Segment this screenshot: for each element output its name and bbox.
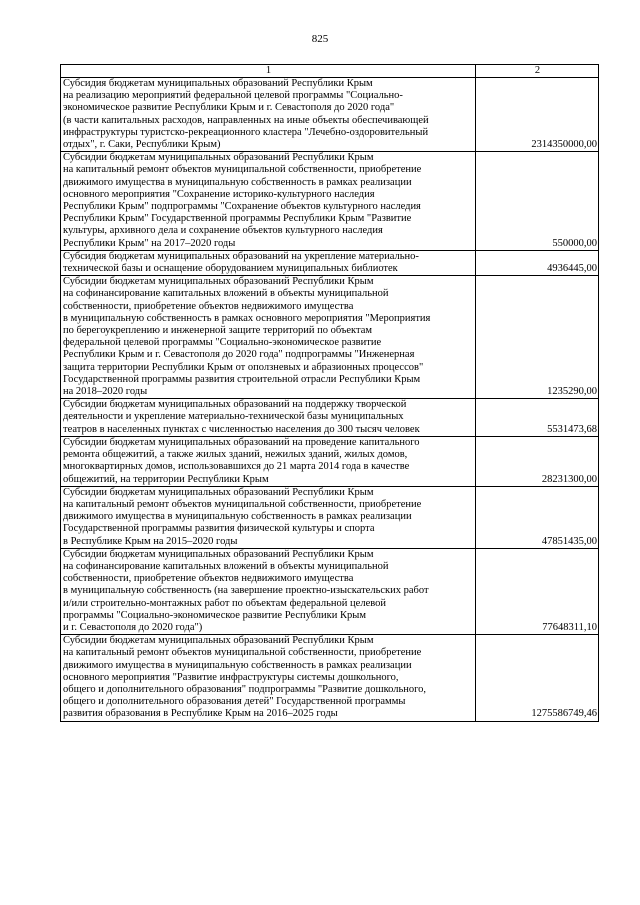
description-line: и/или строительно-монтажных работ по объектам федеральной целевой (63, 597, 386, 609)
table-header-row (61, 65, 599, 78)
description-line: программы "Социально-экономическое развитие Республики Крым (63, 609, 366, 621)
description-line: движимого имущества в муниципальную собственность в рамках реализации (63, 176, 412, 188)
subsidy-amount: 1275586749,46 (476, 635, 599, 721)
description-line: Субсидии бюджетам муниципальных образований Республики Крым (63, 486, 374, 498)
description-line: Субсидии бюджетам муниципальных образований Республики Крым (63, 548, 374, 560)
subsidy-amount: 77648311,10 (476, 548, 599, 634)
subsidy-description (61, 548, 476, 634)
subsidy-amount: 28231300,00 (476, 436, 599, 486)
column-header: 1 (61, 65, 476, 78)
description-line: основного мероприятия "Развитие инфраструктуры системы дошкольного, (63, 671, 399, 683)
description-line: в Республике Крым на 2015–2020 годы (63, 535, 238, 547)
subsidy-description (61, 486, 476, 548)
table-row (61, 486, 599, 548)
description-line: собственности, приобретение объектов недвижимого имущества (63, 573, 354, 585)
description-line: технической базы и оснащение оборудованием муниципальных библиотек (63, 263, 398, 275)
column-header: 2 (476, 65, 599, 78)
description-line: защита территории Республики Крым от оползневых и абразионных процессов" (63, 361, 424, 373)
description-line: Субсидии бюджетам муниципальных образований Республики Крым (63, 276, 374, 288)
table-row (61, 548, 599, 634)
description-line: театров в населенных пунктах с численностью населения до 300 тысяч человек (63, 423, 420, 435)
table-row (61, 250, 599, 275)
description-line: ремонта общежитий, а также жилых зданий, нежилых зданий, жилых домов, (63, 449, 408, 461)
subsidy-amount: 47851435,00 (476, 486, 599, 548)
description-line: инфраструктуры туристско-рекреационного кластера "Лечебно-оздоровительный (63, 126, 429, 138)
description-line: и г. Севастополя до 2020 года") (63, 621, 203, 633)
subsidy-amount: 4936445,00 (476, 250, 599, 275)
description-line: в муниципальную собственность в рамках основного мероприятия "Мероприятия (63, 312, 431, 324)
subsidy-description (61, 78, 476, 152)
description-line: на реализацию мероприятий федеральной целевой программы "Социально- (63, 90, 403, 102)
table-row (61, 436, 599, 486)
subsidy-description (61, 399, 476, 437)
description-line: на капитальный ремонт объектов муниципальной собственности, приобретение (63, 647, 422, 659)
table-row (61, 78, 599, 152)
table-row (61, 276, 599, 399)
description-line: движимого имущества в муниципальную собственность в рамках реализации (63, 659, 412, 671)
description-line: Субсидии бюджетам муниципальных образований на поддержку творческой (63, 399, 407, 411)
description-line: на софинансирование капитальных вложений в объекты муниципальной (63, 288, 389, 300)
description-line: (в части капитальных расходов, направленных на иные объекты обеспечивающей (63, 114, 429, 126)
description-line: на софинансирование капитальных вложений в объекты муниципальной (63, 560, 389, 572)
description-line: общего и дополнительного образования детей" Государственной программы (63, 696, 406, 708)
table-row (61, 152, 599, 251)
description-line: деятельности и укрепление материально-технической базы муниципальных (63, 411, 404, 423)
description-line: общежитий, на территории Республики Крым (63, 473, 269, 485)
description-line: Субсидии бюджетам муниципальных образований на проведение капитального (63, 436, 420, 448)
description-line: развития образования в Республике Крым на 2016–2025 годы (63, 708, 338, 720)
description-line: на капитальный ремонт объектов муниципальной собственности, приобретение (63, 498, 422, 510)
description-line: Республики Крым и г. Севастополя до 2020 года" подпрограммы "Инженерная (63, 349, 415, 361)
description-line: Субсидии бюджетам муниципальных образований Республики Крым (63, 152, 374, 164)
description-line: Республики Крым" Государственной программы Республики Крым "Развитие (63, 213, 412, 225)
description-line: основного мероприятия "Сохранение историко-культурного наследия (63, 188, 375, 200)
description-line: движимого имущества в муниципальную собственность в рамках реализации (63, 511, 412, 523)
description-line: Субсидия бюджетам муниципальных образований Республики Крым (63, 78, 373, 89)
description-line: в муниципальную собственность (на завершение проектно-изыскательских работ (63, 585, 429, 597)
page-number: 825 (311, 33, 329, 45)
description-line: многоквартирных домов, использовавшихся до 21 марта 2014 года в качестве (63, 461, 410, 473)
description-line: федеральной целевой программы "Социально-экономическое развитие (63, 337, 382, 349)
subsidy-description (61, 635, 476, 721)
table-row (61, 399, 599, 437)
subsidy-description (61, 436, 476, 486)
subsidy-amount: 1235290,00 (476, 276, 599, 399)
subsidy-amount: 550000,00 (476, 152, 599, 251)
description-line: Государственной программы развития физической культуры и спорта (63, 523, 375, 535)
description-line: Субсидия бюджетам муниципальных образований на укрепление материально- (63, 250, 419, 262)
description-line: экономическое развитие Республики Крым и г. Севастополя до 2020 года" (63, 102, 395, 114)
description-line: Государственной программы развития строительной отрасли Республики Крым (63, 373, 421, 385)
budget-table (60, 64, 599, 722)
subsidy-description (61, 276, 476, 399)
description-line: Республики Крым" на 2017–2020 годы (63, 237, 236, 249)
subsidy-description (61, 250, 476, 275)
description-line: общего и дополнительного образования" подпрограммы "Развитие дошкольного, (63, 683, 427, 695)
description-line: собственности, приобретение объектов недвижимого имущества (63, 300, 354, 312)
description-line: Республики Крым" подпрограммы "Сохранение объектов культурного наследия (63, 201, 421, 213)
description-line: культуры, архивного дела и сохранение объектов культурного наследия (63, 225, 383, 237)
description-line: на капитальный ремонт объектов муниципальной собственности, приобретение (63, 164, 422, 176)
description-line: Субсидии бюджетам муниципальных образований Республики Крым (63, 635, 374, 647)
subsidy-amount: 2314350000,00 (476, 78, 599, 152)
subsidy-description (61, 152, 476, 251)
table-row (61, 635, 599, 721)
description-line: отдых", г. Саки, Республики Крым) (63, 139, 221, 151)
subsidy-amount: 5531473,68 (476, 399, 599, 437)
description-line: по берегоукреплению и инженерной защите территорий по объектам (63, 325, 373, 337)
description-line: на 2018–2020 годы (63, 386, 148, 398)
